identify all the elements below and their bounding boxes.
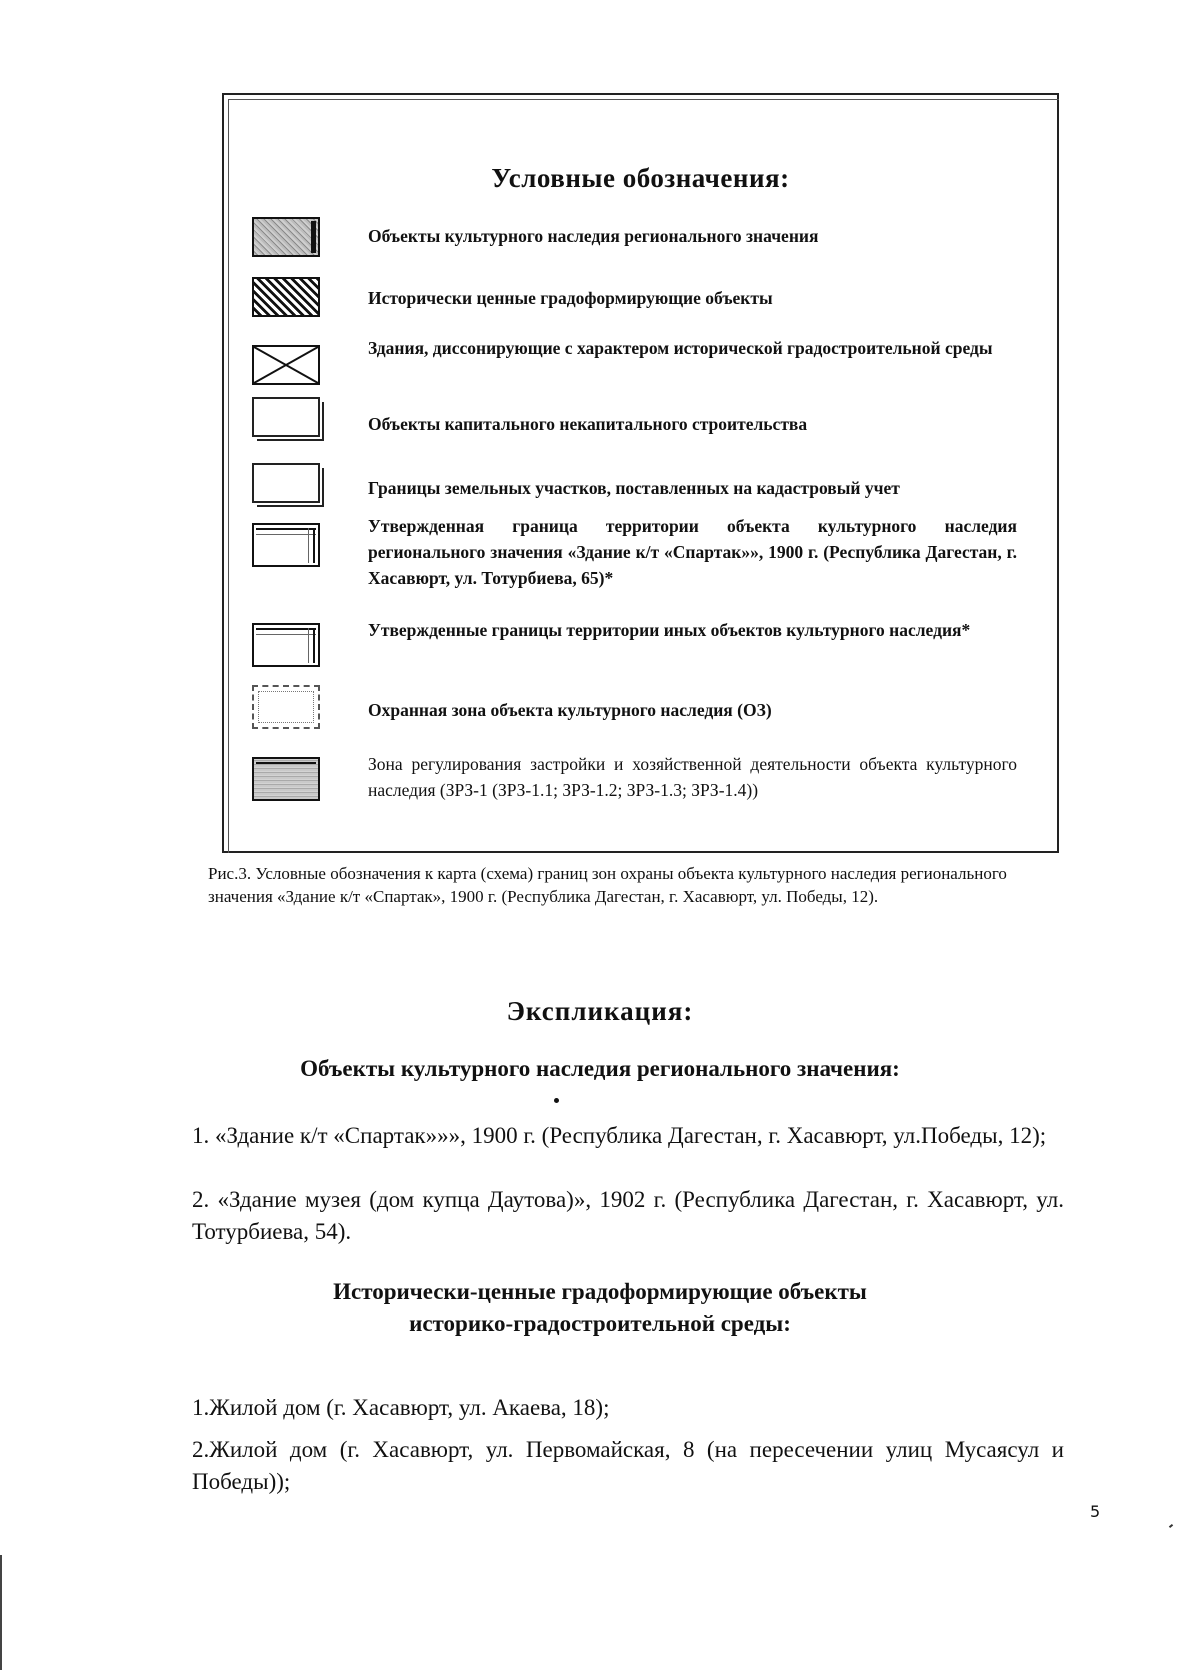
section1-heading: Объекты культурного наследия регионального значения: <box>300 1056 900 1081</box>
legend-label: Охранная зона объекта культурного наследия (ОЗ) <box>368 700 772 720</box>
legend-label: Границы земельных участков, поставленных на кадастровый учет <box>368 478 900 498</box>
legend-box <box>222 93 1059 853</box>
legend-label: Зона регулирования застройки и хозяйственной деятельности объекта культурного наследия (ЗРЗ-1 (ЗРЗ-1.1; ЗРЗ-1.2; ЗРЗ-1.3; ЗРЗ-1.4)) <box>368 754 1017 800</box>
heritage-item-2: 2. «Здание музея (дом купца Даутова)», 1902 г. (Республика Дагестан, г. Хасавюрт, ул. Тотурбиева, 54). <box>192 1187 1064 1244</box>
legend-label: Объекты капитального некапитального строительства <box>368 414 808 434</box>
section2-heading-line1: Исторически-ценные градоформирующие объекты <box>333 1279 867 1304</box>
page-number: 5 <box>1090 1502 1101 1521</box>
gray-zone-swatch-icon <box>252 757 320 801</box>
explication-title: Экспликация: <box>506 996 694 1026</box>
figure-caption: Рис.3. Условные обозначения к карта (схема) границ зон охраны объекта культурного наследия регионального значения «Здание к/т «Спартак», 1900 г. (Республика Дагестан, г. Хасавюрт, ул. Победы, 12). <box>208 864 1007 906</box>
double-border-swatch-icon <box>252 623 320 667</box>
historic-object-item-1: 1.Жилой дом (г. Хасавюрт, ул. Акаева, 18); <box>192 1395 610 1420</box>
legend-label: Исторически ценные градоформирующие объекты <box>368 288 773 308</box>
heritage-item-1: 1. «Здание к/т «Спартак»»», 1900 г. (Республика Дагестан, г. Хасавюрт, ул.Победы, 12); <box>192 1123 1047 1148</box>
shadow-frame-swatch-icon <box>252 397 320 437</box>
gray-fill-swatch-icon <box>252 217 320 257</box>
legend-label: Здания, диссонирующие с характером исторической градостроительной среды <box>368 338 993 358</box>
section2-heading-line2: историко-градостроительной среды: <box>409 1311 791 1336</box>
crossed-box-swatch-icon <box>252 345 320 385</box>
hatched-swatch-icon <box>252 277 320 317</box>
historic-object-item-2: 2.Жилой дом (г. Хасавюрт, ул. Первомайская, 8 (на пересечении улиц Мусаясул и Победы)); <box>192 1437 1064 1494</box>
legend-label: Объекты культурного наследия регионального значения <box>368 226 819 246</box>
double-border-swatch-icon <box>252 523 320 567</box>
scan-speck <box>1169 1524 1173 1528</box>
legend-label: Утвержденная граница территории объекта культурного наследия регионального значения «Здание к/т «Спартак»», 1900 г. (Республика Дагестан, г. Хасавюрт, ул. Тотурбиева, 65)* <box>368 516 1017 588</box>
stray-dot <box>554 1098 559 1103</box>
dashed-frame-swatch-icon <box>252 685 320 729</box>
thin-frame-swatch-icon <box>252 463 320 503</box>
legend-label: Утвержденные границы территории иных объектов культурного наследия* <box>368 620 971 640</box>
legend-title: Условные обозначения: <box>491 163 790 193</box>
scan-margin-line <box>0 1555 2 1670</box>
